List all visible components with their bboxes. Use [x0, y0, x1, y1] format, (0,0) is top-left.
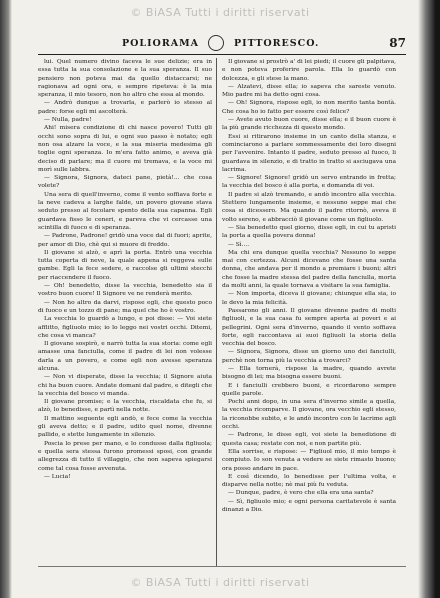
paragraph: — Non vi disperate, disse la vecchia; il Signore aiuta chi ha buon cuore. Andate domani dal padre, e ditegli che la vecchia del bosco vi manda. — [38, 374, 212, 397]
paragraph: Il giovane si alzò, e aprì la porta. Entrò una vecchia tutta coperta di neve, la quale appena si reggeva sulle gambe. Egli la fece sedere, e raccolse gli ultimi stecchi per riaccendere il fuoco. — [38, 249, 212, 281]
ornament-emblem-icon — [208, 35, 224, 51]
paragraph: — Sì, figliuolo mio; e ogni persona caritatevole è santa dinanzi a Dio. — [222, 498, 396, 514]
paragraph: — Andrò dunque a trovarla, e parlerò io stesso al padre: forse egli mi ascolterà. — [38, 100, 212, 115]
paragraph: Il padre si alzò tremando, e andò incontro alla vecchia. Stettero lungamente insieme, e nessuno seppe mai che cosa si dicessero. Ma quando il padre ritornò, aveva il volto sereno, e abbracciò il giovane come un figliuolo. — [222, 191, 396, 223]
paragraph: E così dicendo, lo benedisse per l'ultima volta, e disparve nella notte; nè mai più fu veduta. — [222, 473, 396, 489]
paragraph: E i fanciulli crebbero buoni, e ricordarono sempre quelle parole. — [222, 382, 396, 397]
paragraph: Il mattino seguente egli andò, e fece come la vecchia gli aveva detto; e il padre, udito quel nome, divenne pallido, e stette lungamente in silenzio. — [38, 415, 212, 439]
paragraph: — Padrone, le disse egli, voi siete la benedizione di questa casa; restate con noi, e non partite più. — [222, 432, 396, 447]
paragraph: Ahi! misera condizione di chi nasce povero! Tutti gli occhi sono sopra di lui, e ogni suo passo è notato; egli non osa alzare la voce, e la sua miseria medesima gli toglie ogni speranza. Io m'era fatto animo, e aveva già deciso di parlare; ma il cuore mi tremava, e la voce mi morì sulle labbra. — [38, 125, 212, 173]
text-column-right — [222, 58, 396, 568]
paragraph: — Nulla, padre! — [44, 117, 92, 124]
bottom-rule — [38, 566, 406, 567]
paragraph: — Non importa, diceva il giovane; chiunque ella sia, io le devo la mia felicità. — [222, 291, 396, 306]
running-title-right: PITTORESCO. — [234, 38, 320, 49]
paragraph: — Signore! Signore! gridò un servo entrando in fretta; la vecchia del bosco è alla porta, e domanda di voi. — [222, 175, 396, 190]
paragraph: — Padrone, Padrone! gridò una voce dal di fuori; aprite, per amor di Dio, chè qui si muore di freddo. — [38, 233, 212, 248]
paragraph: Una sera di quell'inverno, come il vento soffiava forte e la neve cadeva a larghe falde, un povero giovane stava seduto presso al focolare spento della sua capanna. Egli guardava fisso le ceneri, e pareva che vi cercasse una scintilla di fuoco e di speranza. — [38, 191, 212, 231]
paragraph: Essi si ritirarono insieme in un canto della stanza, e cominciarono a parlare sommessamente dei loro disegni per l'avvenire. Intanto il padre, seduto presso al fuoco, li guardava in silenzio, e di tratto in tratto si asciugava una lacrima. — [222, 133, 396, 173]
paragraph: Ella sorrise, e rispose: — Figliuol mio, il mio tempo è compiuto. Io son venuta a vedere se siete rimasto buono; ora posso andare in pace. — [222, 448, 396, 472]
paragraph: Passarono gli anni. Il giovane divenne padre di molti figliuoli, e la sua casa fu sempre aperta ai poveri e ai pellegrini. Ogni sera d'inverno, quando il vento soffiava forte, egli raccontava ai suoi figliuoli la storia della vecchia del bosco. — [222, 307, 396, 348]
paragraph: — Avete avuto buon cuore, disse ella; e il buon cuore è la più grande ricchezza di questo mondo. — [222, 117, 396, 132]
paragraph: lui. Quel numero divino faceva le sue delizie; era in essa tutta la sua consolazione e la sua speranza. Il suo pensiero non poteva mai da quello distaccarsi; ne ragionava ad ogni ora, e sempre ripeteva: è la mia speranza, il mio tesoro, non ho altro che essa al mondo. — [38, 59, 212, 99]
paragraph: — Ella tornerà, rispose la madre, quando avrete bisogno di lei; ma bisogna essere buoni. — [222, 365, 396, 381]
paragraph: — Non ho altro da darvi, rispose egli, che questo poco di fuoco e un tozzo di pane; ma quel che ho è vostro. — [38, 299, 212, 314]
watermark-top: © BiASA Tutti i diritti riservati — [130, 6, 310, 19]
running-title-left: POLIORAMA — [122, 38, 199, 49]
paragraph: — Signora, Signora, disse un giorno uno dei fanciulli, perchè non torna più la vecchia a trovarci? — [222, 349, 396, 364]
column-divider — [216, 58, 217, 566]
paragraph: — Oh! Signora, rispose egli, io non merito tanta bontà. Che cosa ho io fatto per essere così felice? — [222, 100, 396, 115]
paragraph: Ma chi era dunque quella vecchia? Nessuno lo seppe mai con certezza. Alcuni dicevano che fosse una santa donna, che andava per il mondo a premiare i buoni; altri che fosse la madre stessa del padre della fanciulla, morta da molti anni, la quale tornava a visitare la sua famiglia. — [222, 249, 396, 290]
paragraph: — Signora, Signora, dateci pane, pietà!... che cosa volete? — [38, 175, 212, 190]
text-column-left — [38, 58, 212, 568]
paragraph: — Oh! benedetto, disse la vecchia, benedetto sia il vostro buon cuore! Il Signore ve ne renderà merito. — [38, 283, 212, 298]
page-number: 87 — [389, 36, 406, 50]
page-header — [38, 36, 406, 55]
paragraph: La vecchia lo guardò a lungo, e poi disse: — Voi siete afflitto, figliuolo mio; io lo leggo nei vostri occhi. Ditemi, che cosa vi manca? — [38, 316, 212, 339]
paragraph: — Lucia! — [44, 473, 71, 480]
paragraph: — Alzatevi, disse ella; io sapeva che sareste venuto. Mio padre mi ha detto ogni cosa. — [222, 83, 396, 99]
paragraph: — Sì.... — [228, 241, 250, 248]
paragraph: Il giovane sospirò, e narrò tutta la sua storia: come egli amasse una fanciulla, come il padre di lei non volesse darla a un povero, e come egli non avesse speranza alcuna. — [38, 341, 212, 372]
paragraph: Il giovane si prostrò a' di lei piedi; il cuore gli palpitava, e non poteva proferire parola. Ella lo guardò con dolcezza, e gli stese la mano. — [222, 59, 396, 82]
scan-edge-right — [418, 0, 440, 598]
scan-edge-left — [0, 0, 12, 598]
paragraph: Poscia lo prese per mano, e lo condusse dalla figliuola; e quella sera stessa furono promessi sposi, con grande allegrezza di tutto il villaggio, che non sapeva spiegarsi come tal cosa fosse avvenuta. — [38, 440, 212, 472]
paragraph: — Sia benedetto quel giorno, disse egli, in cui tu apristi la porta a quella povera donna! — [222, 224, 396, 240]
paragraph: Pochi anni dopo, in una sera d'inverno simile a quella, la vecchia ricomparve. Il giovane, ora vecchio egli stesso, la riconobbe subito, e le andò incontro con le lacrime agli occhi. — [222, 399, 396, 431]
paragraph: Il giovane promise; e la vecchia, riscaldata che fu, si alzò, lo benedisse, e partì nella notte. — [38, 399, 212, 414]
paragraph: — Dunque, padre, è vero che ella era una santa? — [228, 490, 374, 497]
watermark-bottom: © BiASA Tutti i diritti riservati — [130, 576, 310, 589]
